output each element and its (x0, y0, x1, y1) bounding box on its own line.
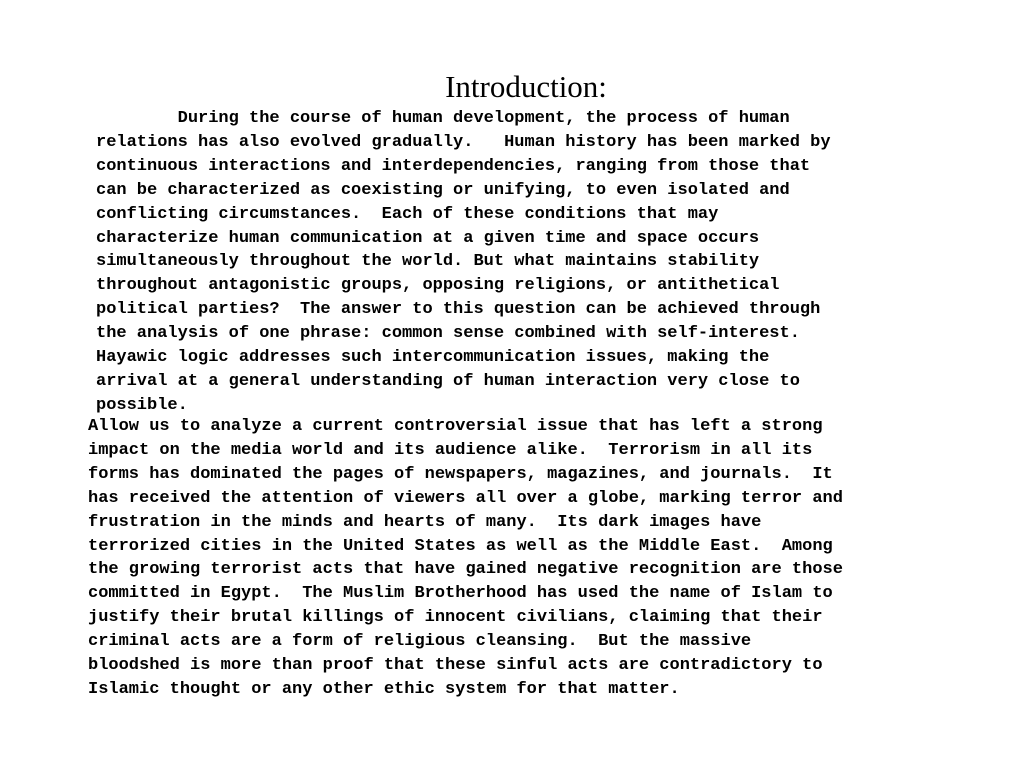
terrorism-paragraph: Allow us to analyze a current controversial issue that has left a strong impact on the media world and its audience alike. Terrorism in all its forms has dominated the pages of newspapers, magazines, and journals. It has received the attention of viewers all over a globe, marking terror and frustration in the minds and hearts of many. Its dark images have terrorized cities in the United States as well as the Middle East. Among the growing terrorist acts that have gained negative recognition are those committed in Egypt. The Muslim Brotherhood has used the name of Islam to justify their brutal killings of innocent civilians, claiming that their criminal acts are a form of religious cleansing. But the massive bloodshed is more than proof that these sinful acts are contradictory to Islamic thought or any other ethic system for that matter. (88, 417, 843, 699)
intro-paragraph: During the course of human development, the process of human relations has also evolved gradually. Human history has been marked by continuous interactions and interdependencies, ranging from those that can be characterized as coexisting or unifying, to even isolated and conflicting circumstances. Each of these conditions that may characterize human communication at a given time and space occurs simultaneously throughout the world. But what maintains stability throughout antagonistic groups, opposing religions, or antithetical political parties? The answer to this question can be achieved through the analysis of one phrase: common sense combined with self-interest. Hayawic logic addresses such intercommunication issues, making the arrival at a general understanding of human interaction very close to possible. (96, 109, 831, 415)
slide-title: Introduction: (445, 69, 607, 104)
